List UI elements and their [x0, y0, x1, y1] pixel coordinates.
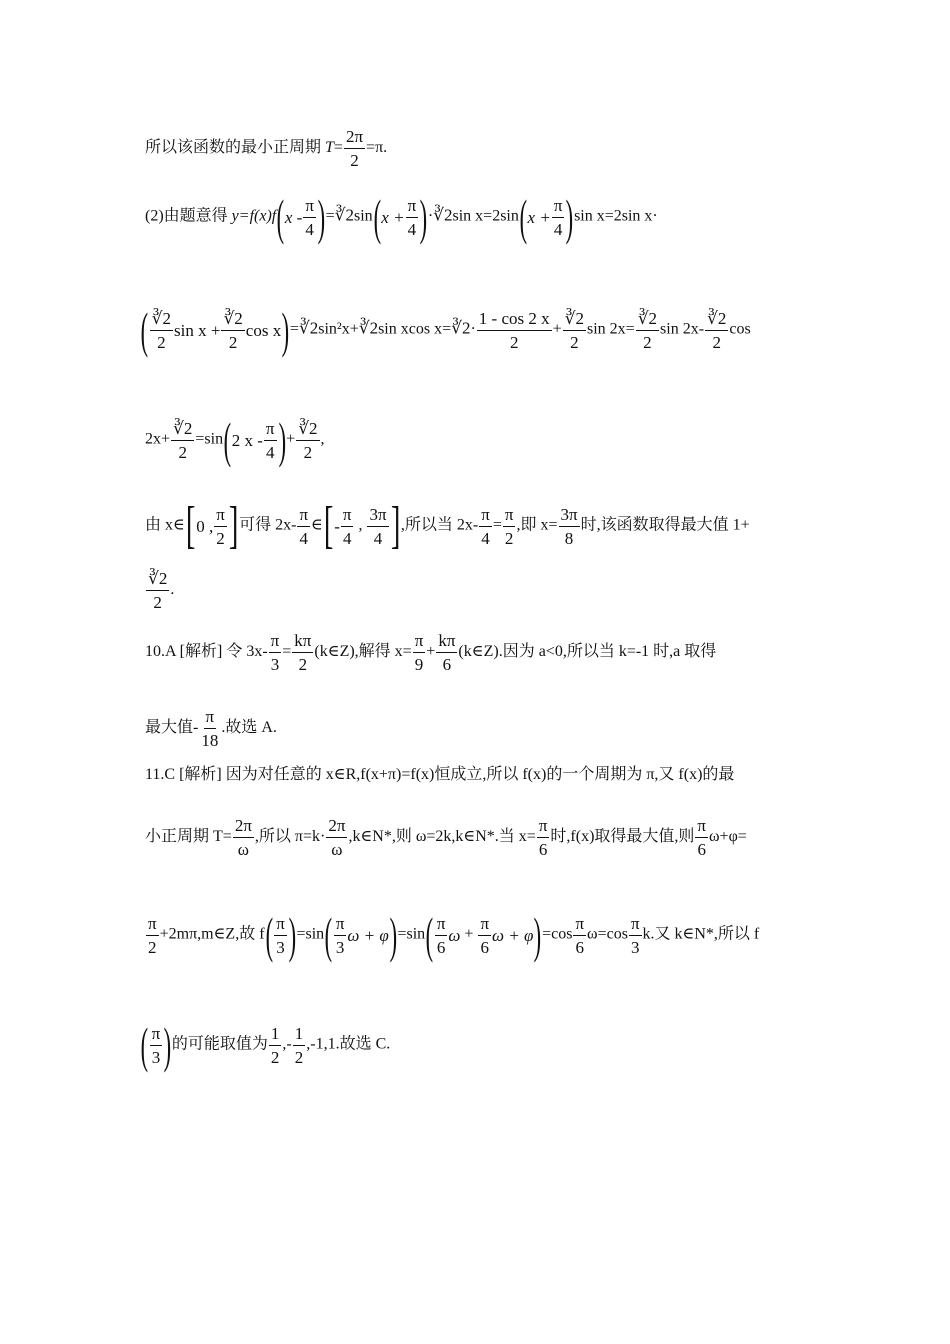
math-text: =cos: [542, 925, 573, 943]
bracket: (: [324, 907, 333, 963]
fraction: [537, 817, 550, 858]
math-text: sin xcos x=: [378, 320, 452, 338]
fraction: [479, 506, 492, 547]
math-text: 2: [504, 528, 514, 548]
math-text: kπ: [436, 632, 457, 653]
fraction: [296, 420, 319, 461]
math-text: =: [333, 139, 343, 157]
math-text: π: [537, 817, 550, 838]
math-text: 4: [342, 528, 352, 548]
math-text: 4: [553, 219, 563, 239]
math-text: ω: [237, 840, 249, 859]
math-text: ∛2: [433, 205, 453, 225]
math-text: cos: [729, 320, 751, 338]
math-text: x +: [381, 207, 405, 227]
math-text: ,-: [282, 1035, 292, 1053]
fraction: [413, 632, 426, 673]
math-text: ·: [427, 207, 434, 225]
math-text: x -: [284, 207, 303, 227]
math-text: 时,该函数取得最大值 1+: [580, 516, 750, 534]
math-text: π: [297, 506, 310, 527]
math-text: π: [478, 915, 491, 936]
math-text: kπ: [292, 632, 313, 653]
math-text: 小正周期 T=: [145, 828, 232, 846]
fraction: [303, 197, 316, 238]
math-text: ,: [354, 516, 367, 534]
math-text: 4: [265, 442, 275, 462]
fraction: [334, 915, 347, 956]
math-text: -: [334, 516, 340, 536]
math-text: 4: [407, 219, 417, 239]
math-text: 3π: [367, 506, 388, 527]
bracket: [: [185, 497, 196, 554]
math-text: 2: [228, 332, 238, 352]
math-text: 4: [305, 219, 314, 239]
fraction: [146, 915, 159, 956]
fraction: [293, 1025, 306, 1066]
math-text: π: [435, 915, 448, 936]
line-max-value: [145, 570, 174, 611]
fraction: [406, 197, 419, 238]
fraction: [695, 817, 708, 858]
bracket: ]: [390, 497, 401, 554]
math-text: 2: [303, 442, 313, 462]
math-text: π: [303, 197, 316, 218]
math-text: 2x+: [145, 430, 171, 448]
math-text: 6: [436, 937, 446, 957]
bracket: ): [281, 302, 290, 358]
math-text: 时,f(x)取得最大值,则: [550, 828, 695, 846]
math-text: sin x +: [174, 320, 221, 340]
math-text: =sin: [397, 925, 426, 943]
math-text: ∛2: [221, 310, 244, 331]
bracket: (: [276, 189, 285, 245]
line-result: [145, 412, 325, 468]
fraction: [477, 310, 552, 351]
math-text: sin x=2sin x·: [574, 207, 658, 225]
math-text: 可得 2x-: [239, 516, 297, 534]
math-text: 2π: [233, 817, 254, 838]
math-text: π: [552, 197, 565, 218]
bracket: (: [223, 412, 232, 468]
math-text: 2 x -: [231, 430, 263, 450]
fraction: [199, 708, 220, 749]
math-text: ∛2: [705, 310, 728, 331]
math-text: ∛2: [298, 318, 319, 338]
math-text: 2: [153, 593, 162, 612]
math-text: 2: [148, 937, 157, 957]
math-text: ω+φ=: [709, 828, 747, 846]
math-text: 6: [697, 840, 706, 859]
math-text: 4: [299, 528, 308, 548]
math-text: π: [479, 506, 492, 527]
bracket: ): [163, 1017, 172, 1073]
math-text: ·: [470, 320, 476, 338]
bracket: (: [140, 302, 149, 358]
math-text: 2: [216, 528, 225, 548]
math-text: 6: [575, 937, 584, 957]
fraction: [344, 128, 365, 169]
math-text: 0 ,: [196, 516, 214, 536]
math-text: sin: [353, 207, 373, 225]
math-text: 9: [414, 655, 424, 674]
fraction: [341, 506, 354, 547]
math-text: 所以该函数的最小正周期: [145, 139, 326, 157]
math-text: 2: [157, 332, 166, 352]
bracket: (: [140, 1017, 149, 1073]
math-text: 2: [570, 332, 579, 352]
line-period: [145, 128, 387, 169]
bracket: ): [278, 412, 286, 468]
math-text: ω + φ: [492, 925, 534, 945]
math-text: 6: [442, 655, 452, 674]
math-text: ∛2: [563, 310, 586, 331]
math-text: 2π: [344, 128, 365, 149]
math-text: ∈: [311, 516, 323, 534]
fraction: [150, 1025, 163, 1066]
math-text: 3: [151, 1047, 161, 1067]
bracket: ]: [228, 497, 239, 554]
math-text: =: [492, 516, 502, 534]
bracket: ): [565, 189, 574, 245]
line-range: [145, 497, 750, 554]
fraction: [435, 915, 448, 956]
math-text: ,所以当 2x-: [400, 516, 479, 534]
math-text: π: [274, 915, 287, 936]
fraction: [233, 817, 254, 858]
fraction: [150, 310, 173, 351]
math-text: ∛2: [636, 310, 659, 331]
math-text: 2: [509, 332, 519, 352]
math-text: 1: [293, 1025, 306, 1046]
math-text: ,-1,1.故选 C.: [306, 1035, 391, 1053]
math-text: ∛2: [451, 318, 471, 338]
line-q11-period: [145, 817, 747, 858]
fraction: [326, 817, 347, 858]
bracket: ): [389, 907, 397, 963]
math-text: =sin: [195, 430, 224, 448]
math-text: π: [695, 817, 708, 838]
math-text: +2mπ,m∈Z,故 f: [159, 925, 265, 943]
math-text: π: [150, 1025, 163, 1046]
math-text: 8: [564, 528, 574, 548]
math-text: π: [503, 506, 516, 527]
line-q10-answer: [145, 708, 277, 749]
math-text: 2π: [326, 817, 347, 838]
math-text: 4: [373, 528, 383, 548]
bracket: ): [288, 907, 296, 963]
math-text: (k∈Z).因为 a<0,所以当 k=-1 时,a 取得: [458, 643, 717, 661]
math-text: +: [426, 643, 436, 661]
fraction: [436, 632, 457, 673]
math-text: π: [413, 632, 426, 653]
math-text: ,k∈N*,则 ω=2k,k∈N*.当 x=: [348, 828, 536, 846]
fraction: [274, 915, 287, 956]
math-text: 4: [481, 528, 490, 548]
math-text: sin 2x-: [660, 320, 705, 338]
fraction: [146, 570, 169, 611]
fraction: [367, 506, 388, 547]
math-text: =: [289, 320, 299, 338]
math-text: π: [214, 506, 227, 527]
math-text: .: [170, 581, 175, 599]
math-text: π: [146, 915, 159, 936]
line-q11: 11.C [解析] 因为对任意的 x∈R,f(x+π)=f(x)恒成立,所以 f(x)的一个周期为 π,又 f(x)的最: [145, 766, 735, 783]
line-q11-phase: [145, 907, 760, 963]
fraction: [264, 420, 277, 461]
fraction: [573, 915, 586, 956]
math-text: π: [573, 915, 586, 936]
math-text: =: [325, 207, 335, 225]
fraction: [221, 310, 244, 351]
math-text: =: [282, 643, 292, 661]
line-part2-start: [145, 189, 658, 245]
math-text: 2: [712, 332, 721, 352]
math-text: +: [286, 430, 296, 448]
fraction: [503, 506, 516, 547]
math-text: sin x=2sin: [452, 207, 519, 225]
math-text: 3: [335, 937, 345, 957]
math-text: (2)由题意得: [145, 207, 232, 225]
math-text: x +: [527, 207, 551, 227]
math-text: sin 2x=: [586, 320, 635, 338]
math-text: π: [204, 708, 217, 729]
fraction: [636, 310, 659, 351]
fraction: [292, 632, 313, 673]
fraction: [705, 310, 728, 351]
math-text: T: [325, 139, 334, 157]
math-text: y=f(x)f: [231, 207, 277, 225]
fraction: [269, 632, 282, 673]
math-text: ∛2: [334, 205, 354, 225]
math-text: ,所以 π=k·: [254, 828, 326, 846]
math-text: 18: [201, 731, 219, 750]
math-text: ∛2: [296, 420, 319, 441]
math-text: ∛2: [171, 420, 194, 441]
math-text: ω: [448, 925, 461, 945]
fraction: [171, 420, 194, 461]
math-text: 6: [538, 840, 548, 859]
fraction: [269, 1025, 282, 1066]
bracket: [: [323, 497, 334, 554]
math-text: 1: [269, 1025, 282, 1046]
math-text: cos x: [245, 320, 282, 340]
math-text: 由 x∈: [145, 516, 185, 534]
math-text: π: [629, 915, 642, 936]
math-text: 3π: [559, 506, 580, 527]
math-text: 2: [270, 1047, 280, 1067]
math-text: 2: [178, 442, 187, 462]
line-expansion: ( $\frac{∛2}{2}$ sin x + $\frac{∛2}{2}$ cos x)=∛2sin²x+∛2sin xcos x=∛2· $\frac{1 - \cos 2 x}{2}$ + $\frac{∛2}{2}$ sin 2x= $\frac{∛2}{2}$ sin 2x- $\frac{∛2}{2}$ cos: [140, 302, 751, 358]
math-text: π: [269, 632, 282, 653]
math-text: (k∈Z),解得 x=: [314, 643, 412, 661]
fraction: [629, 915, 642, 956]
fraction: [297, 506, 310, 547]
bracket: (: [519, 189, 527, 245]
math-text: 3: [270, 655, 280, 674]
math-text: 3: [630, 937, 640, 957]
fraction: [552, 197, 565, 238]
fraction: [478, 915, 491, 956]
math-text: =π.: [366, 139, 388, 157]
math-text: =sin: [296, 925, 325, 943]
math-text: π: [334, 915, 347, 936]
math-text: π: [406, 197, 419, 218]
math-text: π: [341, 506, 354, 527]
bracket: (: [373, 189, 381, 245]
math-text: ω: [331, 840, 343, 859]
math-text: +: [460, 925, 478, 943]
fraction: [563, 310, 586, 351]
math-text: π: [264, 420, 277, 441]
math-text: ∛2: [358, 318, 379, 338]
math-text: 最大值-: [145, 719, 199, 737]
math-text: ,即 x=: [516, 516, 558, 534]
line-q10: [145, 632, 716, 673]
math-text: sin²x+: [318, 320, 359, 338]
math-text: 的可能取值为: [171, 1035, 268, 1053]
fraction: [214, 506, 227, 547]
math-text: 2: [294, 1047, 304, 1067]
math-text: 2: [350, 151, 359, 170]
math-text: ,: [320, 430, 325, 448]
bracket: ): [534, 907, 542, 963]
math-text: ω + φ: [347, 925, 389, 945]
math-text: ω=cos: [587, 925, 628, 943]
line-q11-answer: [140, 1017, 391, 1073]
math-text: 1 - cos 2 x: [477, 310, 552, 331]
bracket: ): [419, 189, 428, 245]
math-text: 2: [643, 332, 652, 352]
bracket: ): [317, 189, 326, 245]
math-text: ∛2: [150, 310, 173, 331]
math-text: 3: [276, 937, 285, 957]
math-text: 2: [298, 655, 308, 674]
math-text: .故选 A.: [221, 719, 277, 737]
math-text: ∛2: [146, 570, 169, 591]
bracket: (: [425, 907, 434, 963]
math-text: 6: [480, 937, 489, 957]
math-text: k.又 k∈N*,所以 f: [642, 925, 760, 943]
bracket: (: [265, 907, 273, 963]
math-text: 10.A [解析] 令 3x-: [145, 643, 268, 661]
fraction: [559, 506, 580, 547]
